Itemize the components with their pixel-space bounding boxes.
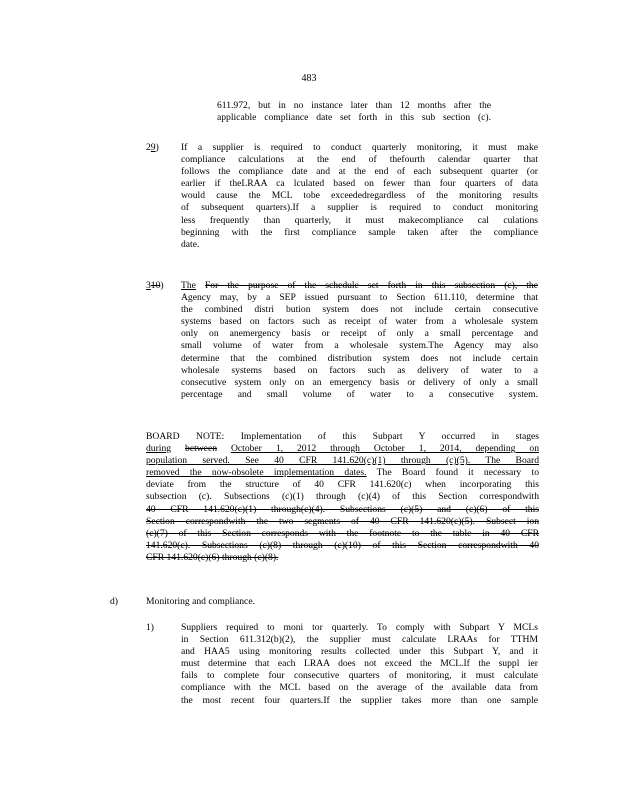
board-note-inserted-dates: October 1, 2012 through October 1, 2014, depending on — [230, 443, 539, 455]
item-1-line-7: the most recent four quarters.If the supplier takes more than one sample — [181, 694, 538, 706]
board-note — [146, 431, 539, 564]
item-1-line-5: fails to complete four consecutive quarters of monitoring, it must calculate — [181, 670, 538, 682]
item-29-marker — [146, 142, 159, 154]
item-29-line-6: of subsequent quarters).If a supplier is required to conduct monitoring — [181, 202, 538, 214]
item-310-line-2: Agency may, by a SEP issued pursuant to Section 611.110, determine that — [181, 292, 538, 304]
item-310-line-3: the combined distri bution system does not include certain consecutive — [181, 304, 538, 316]
board-note-line-4-rest: The Board found it necessary to — [376, 467, 539, 479]
item-310-line-6: small volume of water from a wholesale system.The Agency may also — [181, 340, 538, 352]
item-1-line-4: must determine that each LRAA does not exceed the MCL.If the suppl ier — [181, 658, 538, 670]
item-310-line-4: systems based on factors such as receipt of water from a wholesale system — [181, 316, 538, 328]
item-310-line-8: wholesale systems based on factors such as delivery of water to a — [181, 364, 538, 376]
board-note-line-2 — [146, 443, 539, 455]
item-1-line-6: compliance with the MCL based on the average of the available data from — [181, 682, 538, 694]
item-29-line-8: beginning with the first compliance sample taken after the compliance — [181, 226, 538, 238]
item-1-paragraph — [181, 622, 538, 707]
item-310-marker-inserted: 3 — [146, 280, 151, 291]
item-29-marker-inserted: 9 — [150, 142, 156, 153]
item-310-line-9: consecutive system only on an emergency basis or delivery of only a small — [181, 376, 538, 388]
item-29-line-1: If a supplier is required to conduct quarterly monitoring, it must make — [181, 142, 538, 153]
section-d-marker: d) — [110, 596, 118, 607]
board-note-line-4 — [146, 467, 539, 479]
board-note-deleted-between: between — [185, 443, 217, 455]
item-310-line-10: percentage and small volume of water to a consecutive system. — [181, 388, 538, 400]
board-note-line-1: BOARD NOTE: Implementation of this Subpart Y occurred in stages — [146, 431, 539, 442]
item-310-marker — [146, 280, 164, 292]
board-note-line-9: (c)(7) of this Section corresponds with the footnote to the table in 40 CFR — [146, 527, 539, 539]
item-310-deleted-clause: For the purpose of the schedule set forth in this subsection (c), the — [204, 280, 538, 291]
board-note-line-7: 40 CFR 141.620(c)(1) through(c)(4). Subsections (c)(5) and (c)(6) of this — [146, 503, 539, 515]
board-note-line-3: population served. See 40 CFR 141.620(c)(1) through (c)(5). The Board — [146, 455, 539, 467]
board-note-line-6: subsection (c). Subsections (c)(1) through (c)(4) of this Section correspondwith — [146, 491, 539, 503]
board-note-inserted-during: during — [146, 443, 172, 455]
board-note-line-8: Section correspondwith the two segments of 40 CFR 141.620(c)(5). Subsect ion — [146, 515, 539, 527]
item-310-marker-deleted: 10 — [150, 280, 161, 291]
intro-line-1: 611.972, but in no instance later than 12 months after the — [217, 100, 491, 111]
item-29-line-7: less frequently than quarterly, it must makecompliance cal culations — [181, 214, 538, 226]
board-note-line-10: 141.620(c). Subsections (c)(8) through (c)(10) of this Section correspondwith 40 — [146, 539, 539, 551]
item-310-inserted-the: The — [181, 280, 196, 291]
item-29-line-3: follows the compliance date and at the end of each subsequent quarter (or — [181, 166, 538, 178]
board-note-line-5: deviate from the structure of 40 CFR 141.620(c) when incorporating this — [146, 479, 539, 491]
page-number: 483 — [301, 73, 317, 84]
item-310-marker-suffix: ) — [160, 280, 164, 291]
section-d-heading: Monitoring and compliance. — [146, 596, 255, 607]
item-1-marker: 1) — [146, 622, 154, 633]
item-29-marker-prefix: 2 — [146, 142, 151, 153]
board-note-inserted-removed: removed the now-obsolete implementation dates. — [146, 467, 367, 479]
item-29-marker-suffix: ) — [155, 142, 159, 153]
item-310-line-5: only on anemergency basis or receipt of only a small percentage and — [181, 328, 538, 340]
item-29-line-9: date. — [181, 238, 200, 250]
item-1-line-1: Suppliers required to moni tor quarterly. To comply with Subpart Y MCLs — [181, 622, 538, 633]
item-310-paragraph — [181, 280, 538, 401]
item-310-line-1 — [181, 280, 538, 292]
item-1-line-2: in Section 611.312(b)(2), the supplier must calculate LRAAs for TTHM — [181, 634, 538, 646]
item-310-line-7: determine that the combined distribution system does not include certain — [181, 352, 538, 364]
item-29-line-2: compliance calculations at the end of thefourth calendar quarter that — [181, 154, 538, 166]
intro-paragraph — [217, 100, 491, 124]
board-note-line-11: CFR 141.620(c)(6) through (c)(8). — [146, 551, 279, 563]
item-29-line-4: earlier if theLRAA ca lculated based on fewer than four quarters of data — [181, 178, 538, 190]
item-29-line-5: would cause the MCL tobe exceededregardless of the monitoring results — [181, 190, 538, 202]
item-1-line-3: and HAA5 using monitoring results collected under this Subpart Y, and it — [181, 646, 538, 658]
intro-line-2: applicable compliance date set forth in this sub section (c). — [217, 112, 491, 124]
item-29-paragraph — [181, 142, 538, 251]
